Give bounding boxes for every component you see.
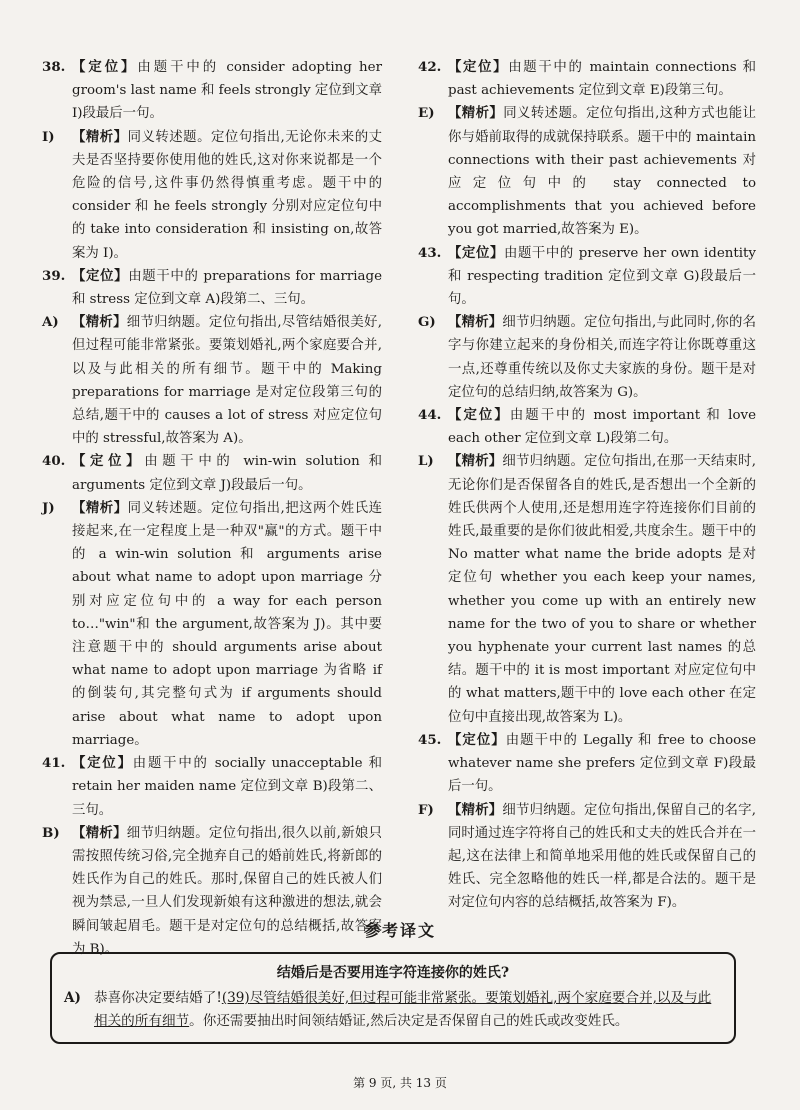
entry-38: [42, 56, 382, 126]
entry-text: 细节归纳题。定位句指出,很久以前,新娘只需按照传统习俗,完全抛弃自己的婚前姓氏,将新郎的姓氏作为自己的姓氏。那时,保留自己的姓氏被人们视为禁忌,一旦人们发现新娘有这种激进的想法,就会瞬间皱起眉毛。题干是对定位句的总结概括,故答案为 B)。: [72, 825, 383, 957]
entry-tag: 【精析】: [72, 314, 127, 331]
entry-label: 38.: [42, 59, 66, 75]
entry-44: [418, 404, 756, 450]
entry-label: B): [42, 824, 60, 841]
translation-title: 结婚后是否要用连字符连接你的姓氏?: [276, 965, 510, 981]
left-column: [42, 56, 382, 961]
entry-label: 42.: [418, 59, 442, 75]
section-title: 参考译文: [363, 921, 436, 940]
entry-text: 同义转述题。定位句指出,这种方式也能让你与婚前取得的成就保持联系。题干中的 maintain connections with their past achievements 对应定位句中的 stay connected to accomplishments that you achieved before you got married,故答案为 E)。: [448, 106, 756, 238]
underlined-sentence: 尽管结婚很美好,但过程可能非常紧张。要策划婚礼,两个家庭要合并,以及与此相关的所有细节: [94, 990, 712, 1029]
entry-label: 44.: [418, 407, 442, 424]
entry-text: 由题干中的 consider adopting her groom's last name 和 feels strongly 定位到文章 I)段最后一句。: [72, 60, 382, 122]
entry-tag: 【定位】: [72, 453, 145, 470]
entry-label: 40.: [42, 453, 66, 470]
entry-tag: 【定位】: [72, 59, 138, 75]
entry-label: E): [418, 105, 435, 122]
entry-label: L): [418, 453, 434, 470]
question-ref: (39): [221, 990, 250, 1006]
page-footer: 第 9 页, 共 13 页: [353, 1076, 447, 1090]
entry-label: 45.: [418, 731, 442, 748]
entry-text: 由题干中的 Legally 和 free to choose whatever name she prefers 定位到文章 F)段最后一句。: [448, 732, 757, 795]
entry-41: [42, 752, 382, 822]
paragraph-label: A): [64, 990, 81, 1006]
entry-text: 细节归纳题。定位句指出,保留自己的名字,同时通过连字符将自己的姓氏和丈夫的姓氏合并在一起,这在法律上和简单地采用他的姓氏或保留自己的姓氏、完全忽略他的姓氏一样,都是合法的。题干是对定位句内容的总结概括,故答案为 F)。: [448, 802, 757, 911]
entry-text: 同义转述题。定位句指出,把这两个姓氏连接起来,在一定程度上是一种双"赢"的方式。题干中的 a win-win solution 和 arguments arise about what name to adopt upon marriage 分别对应定位句中的 a way for each person to…"win"和 the argument,故答案为 J)。其中要注意题干中的 should arguments arise about what name to adopt upon marriage 为省略 if 的倒装句,其完整句式为 if arguments should arise about what name to adopt upon marriage。: [72, 500, 382, 748]
entry-L: [418, 450, 756, 728]
entry-label: G): [418, 314, 436, 331]
entry-tag: 【定位】: [448, 407, 510, 424]
entry-G: [418, 311, 756, 404]
entry-42: [418, 56, 756, 102]
entry-tag: 【精析】: [448, 314, 503, 331]
entry-I: [42, 126, 382, 265]
entry-text: 细节归纳题。定位句指出,与此同时,你的名字与你建立起来的身份相关,而连字符让你既尊重这一点,还尊重传统以及你丈夫家族的身份。题干是对定位句的总结归纳,故答案为 G)。: [448, 315, 757, 400]
entry-tag: 【精析】: [448, 453, 503, 470]
entry-E: [418, 102, 756, 241]
entry-45: [418, 729, 756, 799]
paragraph-rest: 。你还需要抽出时间领结婚证,然后决定是否保留自己的姓氏或改变姓氏。: [189, 1013, 629, 1029]
entry-label: 39.: [42, 267, 66, 284]
entry-tag: 【定位】: [448, 244, 504, 261]
entry-43: [418, 242, 756, 312]
entry-39: [42, 265, 382, 311]
entry-label: F): [418, 801, 434, 818]
entry-label: 41.: [42, 755, 66, 772]
entry-tag: 【定位】: [448, 731, 506, 748]
paragraph-intro: 恭喜你决定要结婚了!: [94, 990, 222, 1006]
translation-paragraph: [64, 987, 722, 1033]
entry-40: [42, 450, 382, 496]
entry-A: [42, 311, 382, 450]
entry-text: 由题干中的 socially unacceptable 和 retain her maiden name 定位到文章 B)段第二、三句。: [72, 756, 382, 818]
entry-tag: 【精析】: [448, 105, 504, 122]
entry-text: 由题干中的 preserve her own identity 和 respecting tradition 定位到文章 G)段最后一句。: [448, 245, 756, 308]
entry-tag: 【定位】: [72, 267, 129, 284]
entry-text: 由题干中的 preparations for marriage 和 stress 定位到文章 A)段第二、三句。: [72, 268, 383, 308]
entry-label: 43.: [418, 244, 442, 261]
entry-label: I): [42, 128, 55, 145]
entry-tag: 【精析】: [448, 801, 503, 818]
entry-tag: 【定位】: [72, 755, 133, 772]
entry-text: 同义转述题。定位句指出,无论你未来的丈夫是否坚持要你使用他的姓氏,这对你来说都是一个危险的信号,这件事仍然得慎重考虑。题干中的 consider 和 he feels strongly 分别对应定位句中的 take into consideration 和 insisting on,故答案为 I)。: [72, 129, 382, 261]
entry-label: J): [42, 499, 55, 516]
entry-text: 由题干中的 win-win solution 和 arguments 定位到文章 J)段最后一句。: [72, 454, 382, 493]
entry-text: 由题干中的 maintain connections 和 past achievements 定位到文章 E)段第三句。: [448, 60, 756, 99]
entry-label: A): [42, 314, 59, 331]
entry-tag: 【精析】: [72, 824, 127, 841]
entry-tag: 【精析】: [72, 128, 128, 145]
entry-tag: 【精析】: [72, 499, 128, 516]
entry-text: 细节归纳题。定位句指出,在那一天结束时,无论你们是否保留各自的姓氏,是否想出一个全新的姓氏供两个人使用,还是想用连字符连接你们目前的姓氏,最重要的是你们彼此相爱,共度余生。题干中的 No matter what name the bride adopts 是对定位句 whether you each keep your names, whether you come up with an entirely new name for the two of you to share or whether you hyphenate your current last names 的总结。题干中的 it is most important 对应定位句中的 what matters,题干中的 love each other 在定位句中直接出现,故答案为 L)。: [448, 454, 757, 725]
entry-text: 由题干中的 most important 和 love each other 定位到文章 L)段第二句。: [448, 408, 757, 447]
entry-tag: 【定位】: [448, 59, 509, 75]
entry-text: 细节归纳题。定位句指出,尽管结婚很美好,但过程可能非常紧张。要策划婚礼,两个家庭要合并,以及与此相关的所有细节。题干中的 Making preparations for marriage 是对定位段第三句的总结,题干中的 causes a lot of stress 对应定位句中的 stressful,故答案为 A)。: [72, 315, 383, 447]
translation-box: [50, 952, 736, 1044]
entry-J: [42, 497, 382, 752]
entry-F: [418, 799, 756, 915]
right-column: [418, 56, 756, 915]
